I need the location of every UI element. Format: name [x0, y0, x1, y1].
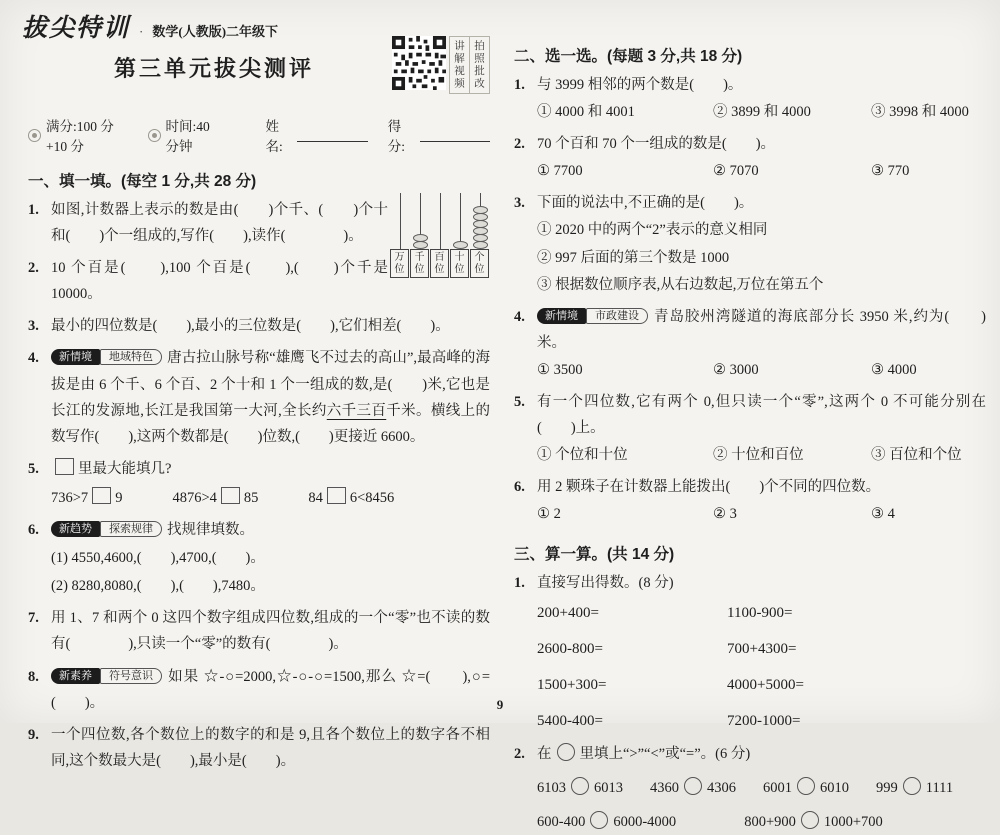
question-stem: 70 个百和 70 个一组成的数是( )。 — [537, 136, 776, 153]
question-number: 4. — [28, 350, 39, 367]
compare-left: 999 — [876, 779, 898, 796]
question-text — [51, 517, 490, 599]
abacus-column — [390, 193, 410, 278]
fill-square-box — [92, 487, 111, 504]
option: ③ 770 — [871, 163, 910, 180]
question-text-part: 唐古拉山脉号称“雄鹰飞不过去的高山”,最高峰的海拔是由 6 个千、6 个百、2 个十和 1 个一组成的数,是( )米,它也是长江的发源地,长江是我国第一大河,全长约 — [51, 350, 490, 419]
compare-right: 6000-4000 — [613, 813, 677, 830]
question-number: 7. — [28, 610, 39, 627]
abacus-place-label: 万位 — [390, 249, 409, 278]
question-tag-outline: 市政建设 — [586, 308, 648, 324]
question-text: 如图,计数器上表示的数是由( )个千、( )个十和( )个一组成的,写作( ),读作( )。 — [51, 202, 388, 245]
option: ② 3899 和 4000 — [713, 104, 811, 121]
option: ① 7700 — [537, 163, 583, 180]
qr-caption-video: 讲解视频 — [453, 40, 465, 90]
title-row — [28, 36, 490, 102]
bullseye-icon — [28, 129, 41, 142]
option: ③ 根据数位顺序表,从右边数起,万位在第五个 — [537, 276, 824, 293]
compare-row — [537, 809, 986, 835]
option: ③ 百位和个位 — [871, 447, 962, 464]
option: ② 3 — [713, 506, 737, 523]
question-text-part: 里填上“>”“<”或“=”。(6 分) — [579, 745, 751, 762]
choice-question-2 — [514, 131, 986, 184]
abacus-column — [450, 193, 470, 278]
compare-circle — [801, 811, 819, 829]
compare-left: 4360 — [650, 779, 679, 796]
fill-square-box — [55, 458, 74, 475]
question-text — [537, 131, 986, 184]
question-tag-solid: 新情境 — [51, 349, 100, 365]
question-text-part: 找规律填数。 — [167, 522, 254, 539]
compare-right: 6013 — [594, 779, 623, 796]
option: ③ 3998 和 4000 — [871, 104, 969, 121]
compare-item — [876, 775, 953, 801]
name-blank-line — [297, 128, 367, 142]
abacus-bead — [453, 241, 468, 249]
bullseye-icon — [148, 129, 161, 142]
question-text — [51, 456, 490, 511]
compare-item — [537, 775, 623, 801]
abacus-bead — [473, 241, 488, 249]
question-9 — [28, 722, 490, 774]
full-score-item — [28, 115, 130, 155]
compare-circle — [590, 811, 608, 829]
choice-question-5 — [514, 389, 986, 468]
question-7 — [28, 605, 490, 657]
question-number: 5. — [28, 460, 39, 477]
question-stem — [537, 304, 986, 356]
question-text: 10 个百是( ),100 个百是( ),( )个千是 10000。 — [51, 260, 388, 303]
fill-square-box — [327, 487, 346, 504]
question-number: 2. — [514, 136, 525, 153]
abacus-column — [470, 193, 490, 278]
abacus-rod — [470, 193, 490, 249]
question-text-part: 里最大能填几? — [78, 460, 172, 477]
time-label: 时间:40 分钟 — [165, 119, 210, 154]
name-field — [265, 115, 367, 155]
abacus-place-label: 十位 — [450, 249, 469, 278]
question-number: 6. — [28, 522, 39, 539]
meta-row — [28, 115, 490, 155]
question-text: 最小的四位数是( ),最小的三位数是( ),它们相差( )。 — [51, 318, 450, 335]
question-text-part: 千米。横线上的数写作( ),这两个数都是( )位数,( )更接近 6600。 — [51, 402, 490, 445]
sequence-item: (1) 4550,4600,( ),4700,( )。 — [51, 550, 265, 567]
question-stem: 用 2 颗珠子在计数器上能拨出( )个不同的四位数。 — [537, 479, 881, 496]
options-row — [537, 442, 986, 468]
fill-square-box — [221, 487, 240, 504]
question-number: 4. — [514, 308, 525, 325]
question-tag-outline: 地域特色 — [100, 349, 162, 365]
inequality-item — [51, 485, 122, 511]
options-row — [537, 158, 986, 184]
abacus-place-label: 百位 — [430, 249, 449, 278]
calc-problem: 7200-1000= — [727, 712, 801, 729]
compare-left: 6103 — [537, 779, 566, 796]
option: ② 十位和百位 — [713, 447, 804, 464]
question-tag-outline: 符号意识 — [100, 668, 162, 684]
abacus-rod — [430, 193, 450, 249]
question-number: 6. — [514, 479, 525, 496]
abacus-rod — [390, 193, 410, 249]
inequality-item — [172, 485, 258, 511]
question-number: 2. — [28, 260, 39, 277]
compare-item — [744, 809, 883, 835]
question-number: 1. — [28, 202, 39, 218]
option: ① 个位和十位 — [537, 447, 628, 464]
question-number: 9. — [28, 726, 39, 743]
option: ① 2 — [537, 506, 561, 523]
question-number: 3. — [514, 195, 525, 212]
calc-problem: 700+4300= — [727, 640, 797, 657]
compare-circle — [797, 777, 815, 795]
option: ② 3000 — [713, 361, 759, 378]
question-text: 一个四位数,各个数位上的数字的和是 9,且各个数位上的数字各不相同,这个数最大是( ),最小是( )。 — [51, 726, 490, 769]
question-tag-solid: 新趋势 — [51, 521, 100, 537]
calc-problem: 1500+300= — [537, 676, 607, 693]
question-number: 1. — [514, 574, 525, 591]
qr-caption — [449, 36, 490, 94]
abacus-bead — [413, 241, 428, 249]
inequality-right: 85 — [243, 489, 259, 506]
compare-left: 6001 — [763, 779, 792, 796]
question-number: 5. — [514, 394, 525, 411]
abacus-place-label: 个位 — [470, 249, 489, 278]
option: ② 997 后面的第三个数是 1000 — [537, 249, 730, 266]
option: ① 4000 和 4001 — [537, 104, 635, 121]
question-tag-outline: 探索规律 — [100, 521, 162, 537]
question-text-part: 如果 ☆-○=2000,☆-○-○=1500,那么 ☆=( ),○=( )。 — [51, 668, 490, 711]
underlined-number-words: 六千三百 — [326, 402, 387, 419]
abacus-rod — [450, 193, 470, 249]
section3-title: 三、算一算。(共 14 分) — [514, 545, 675, 563]
compare-item — [650, 775, 736, 801]
sequence-item: (2) 8280,8080,( ),( ),7480。 — [51, 578, 265, 595]
qr-caption-photo: 拍照批改 — [469, 37, 489, 93]
question-stem — [537, 741, 986, 767]
compare-left: 600-400 — [537, 813, 586, 830]
inequality-right: 6<8456 — [349, 489, 395, 506]
left-column — [28, 36, 490, 774]
question-text: 用 1、7 和两个 0 这四个数字组成四位数,组成的一个“零”也不读的数有( ),只读一个“零”的数有( )。 — [51, 610, 490, 653]
question-3 — [28, 313, 490, 339]
question-5 — [28, 456, 490, 511]
qr-block — [392, 36, 490, 94]
abacus-rod — [410, 193, 430, 249]
inequality-left: 84 — [308, 489, 323, 506]
inequality-left: 4876>4 — [172, 489, 217, 506]
inequality-left: 736>7 — [51, 489, 89, 506]
question-text-part: 在 — [537, 745, 552, 762]
time-item — [148, 115, 224, 155]
score-label: 得分: — [387, 119, 405, 154]
options-list — [537, 217, 986, 297]
calc-problem: 4000+5000= — [727, 676, 804, 693]
page-number: 9 — [496, 697, 504, 712]
compare-row — [537, 775, 986, 801]
calc-problem: 5400-400= — [537, 712, 603, 729]
compare-item — [537, 809, 676, 835]
section-fill-in — [28, 169, 490, 774]
choice-question-4 — [514, 304, 986, 383]
question-stem: 下面的说法中,不正确的是( )。 — [537, 195, 754, 212]
question-stem: 有一个四位数,它有两个 0,但只读一个“零”,这两个 0 不可能分别在( )上。 — [537, 394, 986, 437]
inequality-item — [308, 485, 394, 511]
abacus-column — [410, 193, 430, 278]
brand-separator: · — [139, 24, 144, 39]
calc-problem: 2600-800= — [537, 640, 603, 657]
question-number: 1. — [514, 77, 525, 93]
question-text — [537, 389, 986, 468]
compare-right: 6010 — [820, 779, 849, 796]
compare-circle — [684, 777, 702, 795]
qr-code-icon — [392, 36, 446, 90]
name-label: 姓名: — [265, 119, 283, 154]
option: ③ 4 — [871, 506, 895, 523]
choice-question-3 — [514, 190, 986, 297]
abacus — [390, 193, 490, 278]
question-tag-solid: 新素养 — [51, 668, 100, 684]
score-field — [388, 115, 490, 155]
options-row — [537, 357, 986, 383]
book-edition: 数学(人教版)二年级下 — [152, 24, 279, 39]
question-number: 8. — [28, 668, 39, 685]
question-number: 2. — [514, 745, 525, 762]
inequality-items — [51, 485, 490, 511]
options-row — [537, 501, 986, 527]
question-text — [537, 474, 986, 527]
compare-item — [763, 775, 849, 801]
compare-right: 4306 — [707, 779, 736, 796]
calc-problems — [537, 600, 986, 735]
calc-problem: 1100-900= — [727, 604, 793, 621]
brand-logo: 拔尖特训 — [22, 14, 131, 42]
option: ② 7070 — [713, 163, 759, 180]
option: ① 3500 — [537, 361, 583, 378]
right-column — [514, 30, 986, 835]
compare-circle — [571, 777, 589, 795]
choice-question-1 — [514, 72, 986, 125]
abacus-column — [430, 193, 450, 278]
options-row — [537, 99, 986, 125]
compare-circle — [903, 777, 921, 795]
question-tag-solid: 新情境 — [537, 308, 586, 324]
question-number: 3. — [28, 318, 39, 335]
question-text — [51, 345, 490, 449]
question-text — [537, 72, 986, 125]
question-stem: 与 3999 相邻的两个数是( )。 — [537, 77, 743, 93]
option: ① 2020 中的两个“2”表示的意义相同 — [537, 222, 768, 239]
compare-left: 800+900 — [744, 813, 796, 830]
section2-title: 二、选一选。(每题 3 分,共 18 分) — [514, 48, 743, 65]
compare-circle — [557, 743, 575, 761]
calc-question-2 — [514, 741, 986, 835]
question-6 — [28, 517, 490, 599]
option: ③ 4000 — [871, 361, 917, 378]
question-text — [537, 741, 986, 835]
compare-right: 1111 — [925, 779, 954, 796]
calc-problem: 200+400= — [537, 604, 599, 621]
page-title: 第三单元拔尖测评 — [113, 56, 314, 81]
abacus-place-label: 千位 — [410, 249, 429, 278]
full-score-label: 满分:100 分+10 分 — [46, 119, 114, 154]
question-stem: 直接写出得数。(8 分) — [537, 574, 674, 591]
score-blank-line — [420, 128, 490, 142]
inequality-right: 9 — [115, 489, 123, 506]
question-text-part: 青岛胶州湾隧道的海底部分长 3950 米,约为( )米。 — [537, 308, 986, 351]
question-text — [537, 304, 986, 383]
question-4 — [28, 345, 490, 449]
choice-question-6 — [514, 474, 986, 527]
section1-title: 一、填一填。(每空 1 分,共 28 分) — [28, 173, 257, 190]
compare-right: 1000+700 — [823, 813, 883, 830]
question-text — [537, 190, 986, 297]
